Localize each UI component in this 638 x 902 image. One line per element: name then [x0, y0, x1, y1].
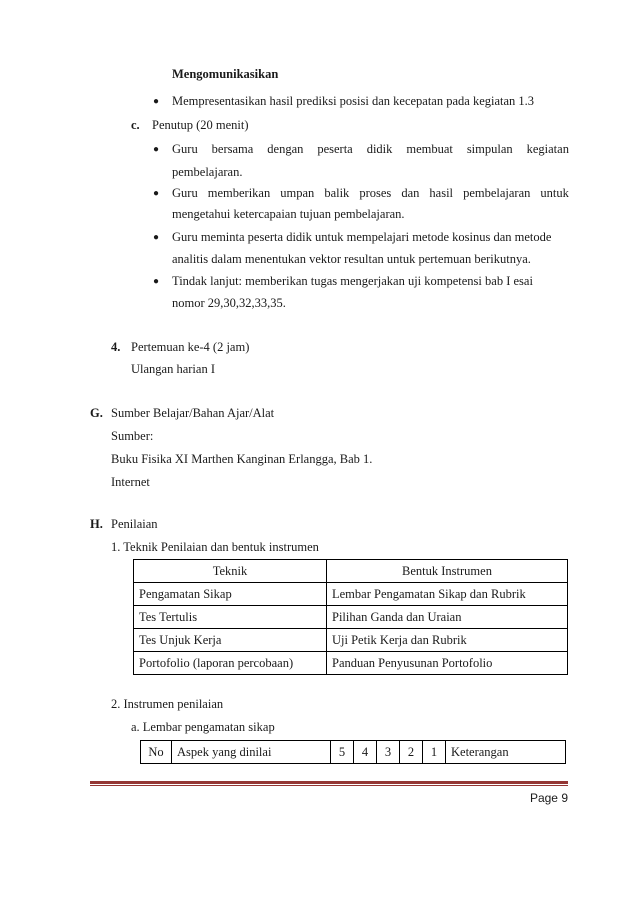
table-header: Aspek yang dinilai — [172, 741, 331, 764]
bullet-icon: ● — [153, 276, 160, 287]
sumber-label: Sumber: — [111, 429, 154, 443]
teknik-penilaian-label: 1. Teknik Penilaian dan bentuk instrumen — [111, 540, 319, 554]
word: proses — [359, 186, 392, 200]
word: umpan — [280, 186, 315, 200]
word: kegiatan — [526, 142, 569, 156]
penutup-bullet-2-line1 — [172, 185, 569, 201]
table-row — [134, 606, 568, 629]
word: Guru — [172, 186, 198, 200]
teknik-table — [133, 559, 568, 675]
table-row — [134, 652, 568, 675]
penutup-bullet-3-line2: analitis dalam menentukan vektor resultan untuk pertemuan berikutnya. — [172, 252, 531, 266]
instrumen-penilaian-label: 2. Instrumen penilaian — [111, 697, 224, 711]
word: hasil — [429, 186, 454, 200]
bullet-presentasi: Mempresentasikan hasil prediksi posisi dan kecepatan pada kegiatan 1.3 — [172, 94, 535, 108]
word: peserta — [317, 142, 353, 156]
penutup-bullet-4-line1: Tindak lanjut: memberikan tugas mengerjakan uji kompetensi bab I esai — [172, 274, 533, 288]
pertemuan-line: Ulangan harian I — [131, 362, 215, 376]
table-row — [134, 583, 568, 606]
penutup-bullet-4-line2: nomor 29,30,32,33,35. — [172, 296, 286, 310]
table-header: 3 — [377, 741, 400, 764]
penutup-title: Penutup (20 menit) — [152, 118, 249, 132]
page-number: Page 9 — [529, 791, 568, 805]
word: simpulan — [466, 142, 513, 156]
table-header: Bentuk Instrumen — [327, 560, 568, 583]
table-header: 2 — [400, 741, 423, 764]
table-cell: Uji Petik Kerja dan Rubrik — [327, 629, 568, 652]
footer-rule-thin — [90, 785, 568, 786]
sumber-buku: Buku Fisika XI Marthen Kanginan Erlangga, Bab 1. — [111, 452, 373, 466]
word: pembelajaran — [463, 186, 531, 200]
word: dan — [401, 186, 420, 200]
table-row — [134, 629, 568, 652]
pertemuan-title: Pertemuan ke-4 (2 jam) — [131, 340, 250, 354]
penutup-bullet-1-line1 — [172, 141, 569, 157]
footer-rule-thick — [90, 781, 568, 784]
table-cell: Tes Unjuk Kerja — [134, 629, 327, 652]
word: balik — [324, 186, 350, 200]
word: membuat — [406, 142, 453, 156]
lembar-pengamatan-label: a. Lembar pengamatan sikap — [131, 720, 275, 734]
section-h-title: Penilaian — [111, 517, 158, 531]
table-cell: Pilihan Ganda dan Uraian — [327, 606, 568, 629]
table-header: 5 — [331, 741, 354, 764]
word: dengan — [267, 142, 304, 156]
table-header: 4 — [354, 741, 377, 764]
sumber-internet: Internet — [111, 475, 150, 489]
penutup-bullet-3-line1: Guru meminta peserta didik untuk mempelajari metode kosinus dan metode — [172, 230, 552, 244]
section-h-letter: H. — [90, 517, 103, 531]
pertemuan-number: 4. — [111, 340, 121, 354]
section-g-letter: G. — [90, 406, 103, 420]
bullet-icon: ● — [153, 188, 160, 199]
table-cell: Tes Tertulis — [134, 606, 327, 629]
word: bersama — [211, 142, 254, 156]
table-cell: Portofolio (laporan percobaan) — [134, 652, 327, 675]
bullet-icon: ● — [153, 96, 160, 107]
bullet-icon: ● — [153, 232, 160, 243]
table-cell: Lembar Pengamatan Sikap dan Rubrik — [327, 583, 568, 606]
table-header: Teknik — [134, 560, 327, 583]
word: untuk — [540, 186, 569, 200]
pengamatan-sikap-table — [140, 740, 566, 764]
bullet-icon: ● — [153, 144, 160, 155]
table-header: 1 — [423, 741, 446, 764]
word: Guru — [172, 142, 198, 156]
penutup-bullet-2-line2: mengetahui ketercapaian tujuan pembelajaran. — [172, 207, 405, 221]
table-cell: Panduan Penyusunan Portofolio — [327, 652, 568, 675]
word: didik — [366, 142, 393, 156]
table-header: No — [141, 741, 172, 764]
penutup-bullet-1-line2: pembelajaran. — [172, 165, 243, 179]
table-header-row — [141, 741, 566, 764]
penutup-letter: c. — [131, 118, 140, 132]
table-cell: Pengamatan Sikap — [134, 583, 327, 606]
table-header: Keterangan — [446, 741, 566, 764]
table-header-row — [134, 560, 568, 583]
heading-mengomunikasikan: Mengomunikasikan — [172, 67, 279, 81]
word: memberikan — [207, 186, 271, 200]
section-g-title: Sumber Belajar/Bahan Ajar/Alat — [111, 406, 275, 420]
